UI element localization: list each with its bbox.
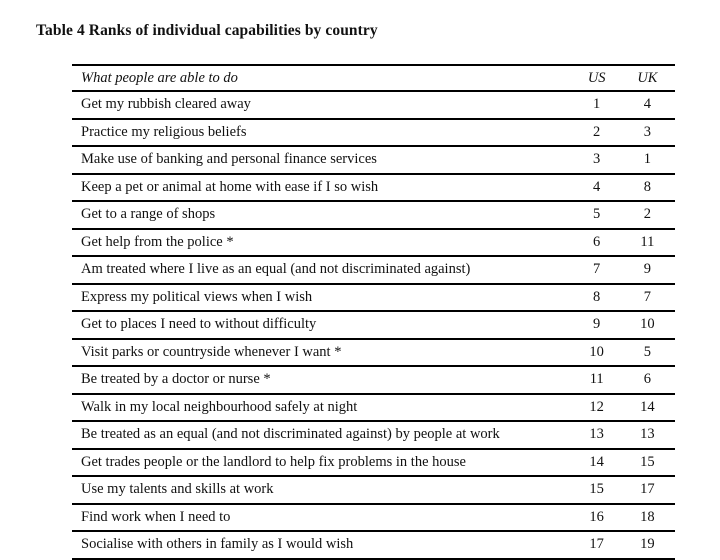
us-rank-cell: 15 <box>589 481 604 498</box>
uk-rank-cell: 19 <box>640 536 655 553</box>
capability-cell: Socialise with others in family as I would wish <box>81 536 354 553</box>
table-row <box>72 532 675 560</box>
uk-rank-cell: 6 <box>643 371 652 388</box>
us-rank-cell: 14 <box>589 453 604 470</box>
uk-rank-cell: 9 <box>643 261 652 278</box>
table-row <box>72 120 675 148</box>
table-row <box>72 285 675 313</box>
capability-cell: Be treated as an equal (and not discriminated against) by people at work <box>81 426 500 443</box>
us-rank-cell: 5 <box>593 206 601 223</box>
uk-rank-cell: 18 <box>640 508 655 525</box>
capability-cell: Keep a pet or animal at home with ease if I so wish <box>81 178 379 195</box>
us-rank-cell: 16 <box>589 508 604 525</box>
us-rank-cell: 1 <box>593 96 601 113</box>
capability-cell: Express my political views when I wish <box>81 288 313 305</box>
uk-rank-cell: 17 <box>640 481 655 498</box>
table-row <box>72 147 675 175</box>
table-row <box>72 395 675 423</box>
uk-rank-cell: 4 <box>643 96 652 113</box>
table-body <box>72 92 675 560</box>
table-row <box>72 230 675 258</box>
table-row <box>72 202 675 230</box>
capability-cell: Get to places I need to without difficulty <box>81 316 317 333</box>
us-rank-cell: 9 <box>593 316 601 333</box>
table-header <box>72 64 675 92</box>
us-rank-cell: 3 <box>593 151 601 168</box>
uk-rank-cell: 8 <box>643 178 652 195</box>
us-rank-cell: 17 <box>589 536 604 553</box>
column-header-us: US <box>587 69 606 86</box>
table-row <box>72 477 675 505</box>
capability-cell: Walk in my local neighbourhood safely at night <box>81 398 358 415</box>
capability-cell: Am treated where I live as an equal (and not discriminated against) <box>81 261 471 278</box>
uk-rank-cell: 3 <box>643 123 652 140</box>
us-rank-cell: 12 <box>589 398 604 415</box>
uk-rank-cell: 14 <box>640 398 655 415</box>
us-rank-cell: 10 <box>589 343 604 360</box>
table-row <box>72 450 675 478</box>
table-title: Table 4 Ranks of individual capabilities by country <box>36 22 378 39</box>
us-rank-cell: 4 <box>593 178 601 195</box>
capability-cell: Get trades people or the landlord to help fix problems in the house <box>81 453 466 470</box>
uk-rank-cell: 10 <box>640 316 655 333</box>
capabilities-table <box>72 64 675 560</box>
table-row <box>72 505 675 533</box>
column-header-capability: What people are able to do <box>81 69 238 86</box>
table-row <box>72 175 675 203</box>
us-rank-cell: 2 <box>593 123 601 140</box>
uk-rank-cell: 15 <box>640 453 655 470</box>
capability-cell: Make use of banking and personal finance services <box>81 151 377 168</box>
capability-cell: Be treated by a doctor or nurse * <box>81 371 271 388</box>
us-rank-cell: 11 <box>589 371 604 388</box>
us-rank-cell: 13 <box>589 426 604 443</box>
table-row <box>72 367 675 395</box>
uk-rank-cell: 2 <box>643 206 652 223</box>
capability-cell: Practice my religious beliefs <box>81 123 247 140</box>
us-rank-cell: 6 <box>593 233 601 250</box>
table-row <box>72 92 675 120</box>
capability-cell: Get my rubbish cleared away <box>81 96 251 113</box>
uk-rank-cell: 7 <box>643 288 652 305</box>
uk-rank-cell: 13 <box>640 426 655 443</box>
us-rank-cell: 8 <box>593 288 601 305</box>
capability-cell: Visit parks or countryside whenever I want * <box>81 343 342 360</box>
table-row <box>72 312 675 340</box>
capability-cell: Use my talents and skills at work <box>81 481 274 498</box>
capability-cell: Get help from the police * <box>81 233 234 250</box>
capability-cell: Find work when I need to <box>81 508 231 525</box>
uk-rank-cell: 5 <box>643 343 652 360</box>
table-row <box>72 340 675 368</box>
table-row <box>72 257 675 285</box>
table-row <box>72 422 675 450</box>
column-header-uk: UK <box>637 69 658 86</box>
us-rank-cell: 7 <box>593 261 601 278</box>
capability-cell: Get to a range of shops <box>81 206 216 223</box>
uk-rank-cell: 11 <box>640 233 655 250</box>
uk-rank-cell: 1 <box>643 151 652 168</box>
